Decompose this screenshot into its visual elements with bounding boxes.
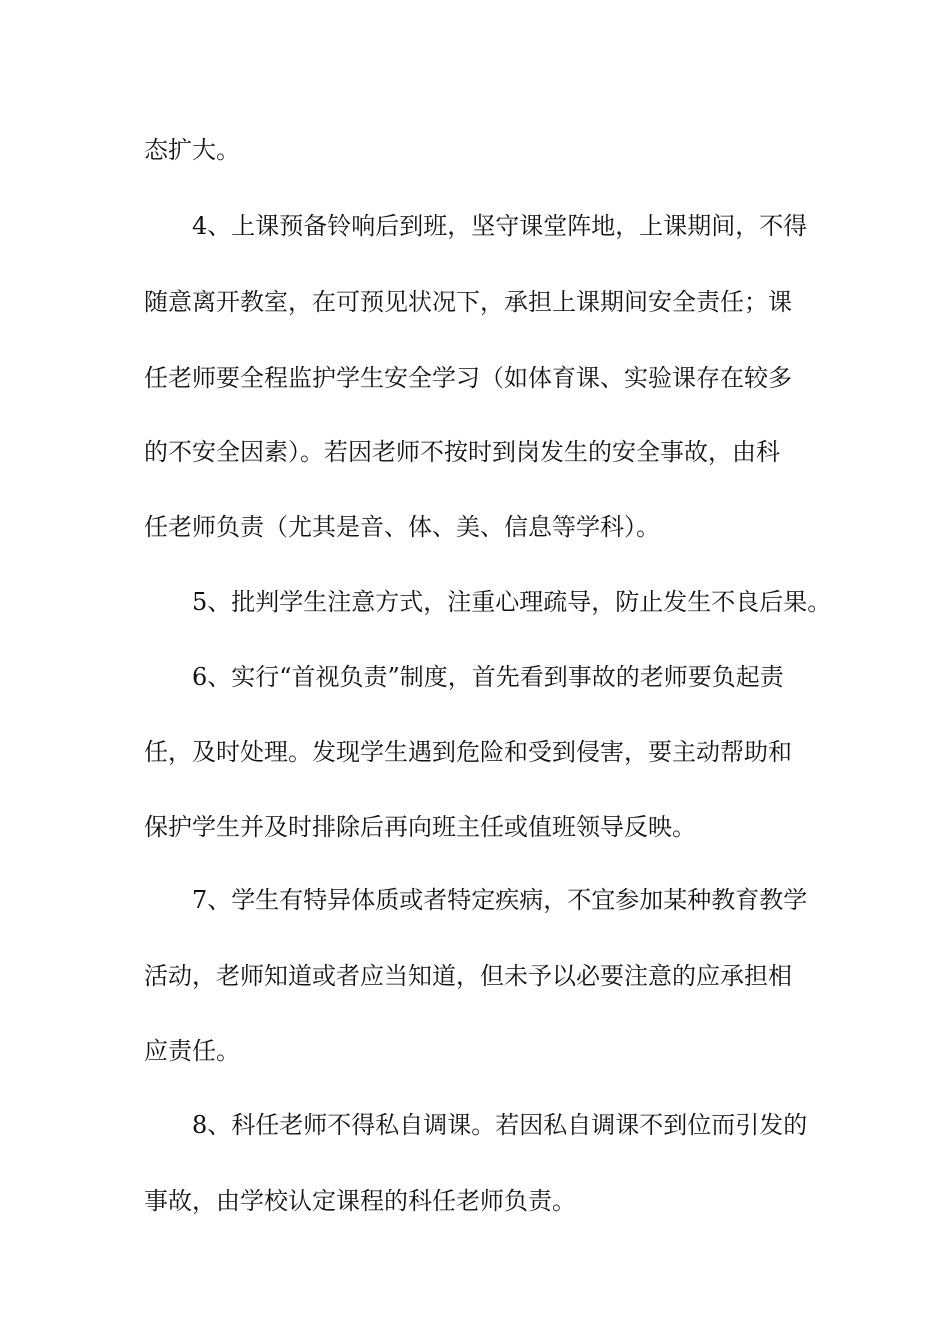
text-line: 应责任。 bbox=[144, 1037, 240, 1065]
text-line: 事故，由学校认定课程的科任老师负责。 bbox=[144, 1187, 576, 1215]
paragraph-6-start: 6、实行“首视负责”制度，首先看到事故的老师要负起责 bbox=[192, 663, 784, 691]
paragraph-4-start: 4、上课预备铃响后到班，坚守课堂阵地，上课期间，不得 bbox=[192, 212, 808, 240]
paragraph-8-start: 8、科任老师不得私自调课。若因私自调课不到位而引发的 bbox=[192, 1111, 808, 1139]
text-line: 任老师负责（尤其是音、体、美、信息等学科）。 bbox=[144, 513, 660, 541]
text-line: 活动，老师知道或者应当知道，但未予以必要注意的应承担相 bbox=[144, 962, 792, 990]
text-line: 任，及时处理。发现学生遇到危险和受到侵害，要主动帮助和 bbox=[144, 738, 792, 766]
text-line: 随意离开教室，在可预见状况下，承担上课期间安全责任；课 bbox=[144, 288, 792, 316]
paragraph-5: 5、批判学生注意方式，注重心理疏导，防止发生不良后果。 bbox=[192, 588, 832, 616]
text-line: 任老师要全程监护学生安全学习（如体育课、实验课存在较多 bbox=[144, 364, 792, 392]
text-line: 态扩大。 bbox=[144, 136, 240, 164]
text-line: 的不安全因素）。若因老师不按时到岗发生的安全事故，由科 bbox=[144, 438, 780, 466]
text-line: 保护学生并及时排除后再向班主任或值班领导反映。 bbox=[144, 813, 696, 841]
paragraph-7-start: 7、学生有特异体质或者特定疾病，不宜参加某种教育教学 bbox=[192, 886, 808, 914]
